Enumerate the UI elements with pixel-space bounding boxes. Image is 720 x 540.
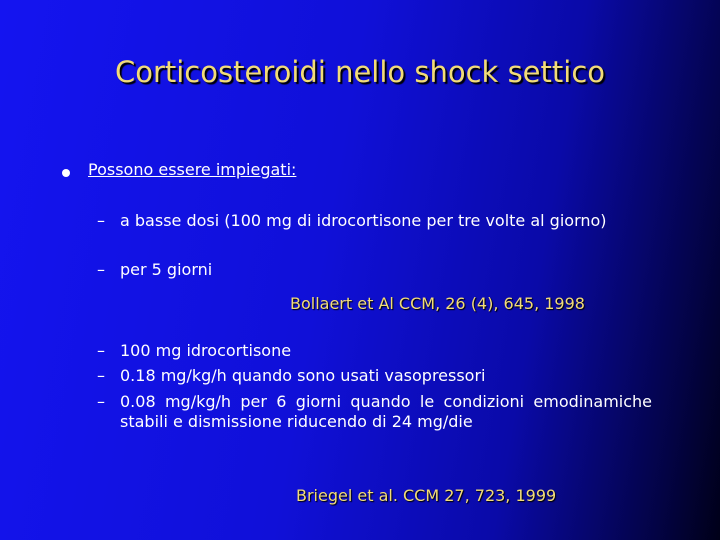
list-item-duration: per 5 giorni — [120, 260, 213, 279]
list-item-vasopressors: 0.18 mg/kg/h quando sono usati vasopressori — [120, 366, 486, 385]
dash-marker: – — [97, 366, 105, 385]
dash-marker: – — [97, 392, 105, 411]
list-item-hydrocortisone: 100 mg idrocortisone — [120, 341, 292, 360]
dash-marker: – — [97, 341, 105, 360]
list-item-dose: a basse dosi (100 mg di idrocortisone per tre volte al giorno) — [120, 211, 607, 230]
list-item-taper: 0.08 mg/kg/h per 6 giorni quando le condizioni emodinamiche stabili e dismissione riducendo di 24 mg/die — [120, 392, 652, 431]
dash-marker: – — [97, 211, 105, 230]
slide-title: Corticosteroidi nello shock settico — [114, 55, 606, 89]
dash-marker: – — [97, 260, 105, 279]
reference-bollaert: Bollaert et Al CCM, 26 (4), 645, 1998 — [290, 294, 585, 313]
reference-briegel: Briegel et al. CCM 27, 723, 1999 — [296, 486, 557, 505]
bullet-dot-icon — [62, 169, 70, 177]
bullet-heading: Possono essere impiegati: — [88, 160, 297, 179]
